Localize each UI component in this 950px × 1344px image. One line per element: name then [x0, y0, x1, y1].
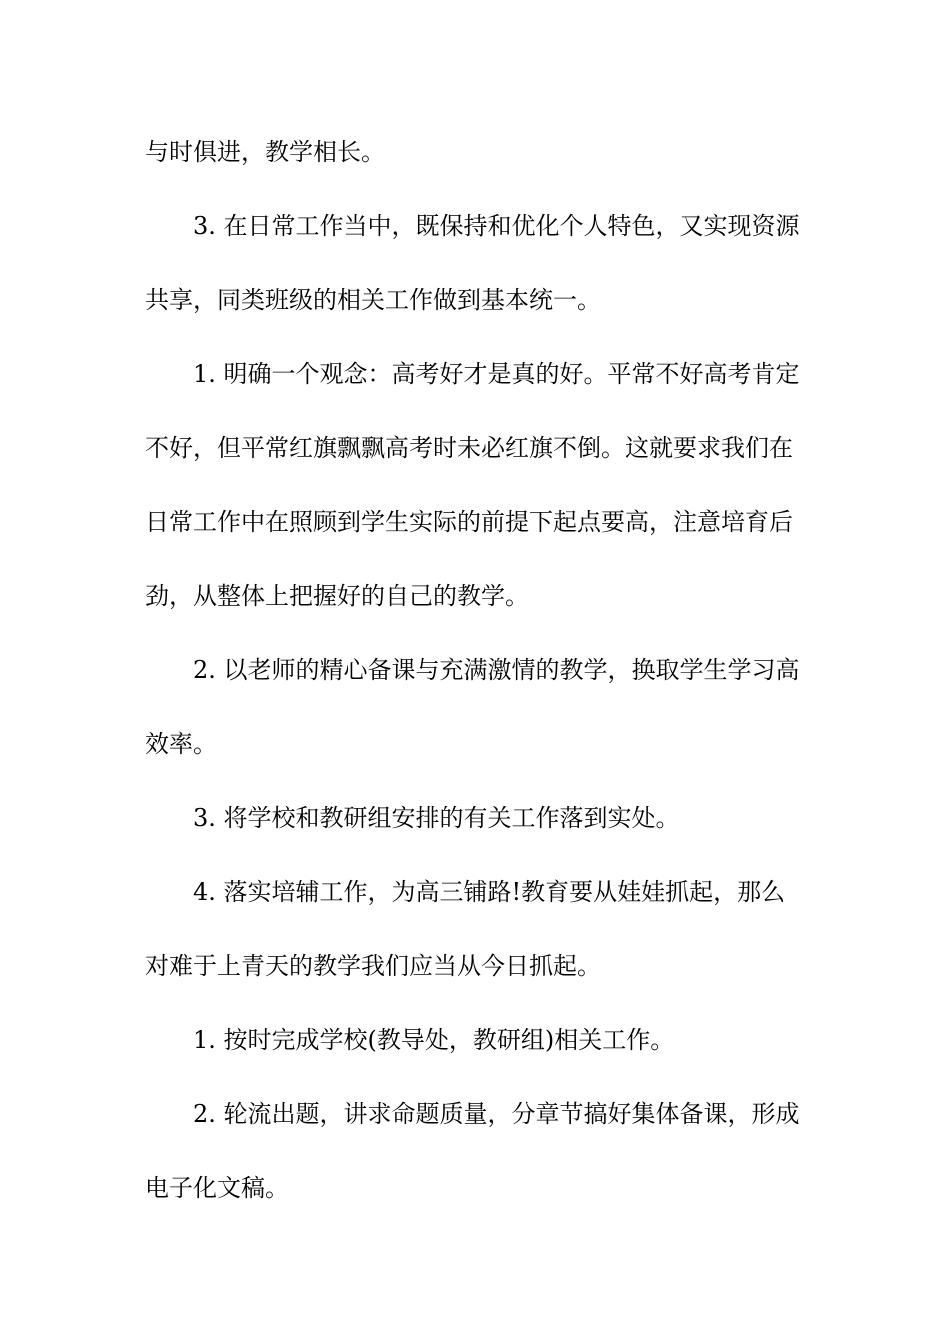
text-line: 不好，但平常红旗飘飘高考时未必红旗不倒。这就要求我们在 [145, 434, 793, 462]
text-line: 1. 明确一个观念：高考好才是真的好。平常不好高考肯定 [193, 360, 800, 388]
text-line: 2. 以老师的精心备课与充满激情的教学，换取学生学习高 [193, 656, 800, 684]
text-line: 劲，从整体上把握好的自己的教学。 [145, 582, 529, 610]
text-line: 3. 在日常工作当中，既保持和优化个人特色，又实现资源 [193, 212, 800, 240]
text-line: 电子化文稿。 [145, 1174, 289, 1202]
text-line: 2. 轮流出题，讲求命题质量，分章节搞好集体备课，形成 [193, 1100, 800, 1128]
text-line: 1. 按时完成学校(教导处，教研组)相关工作。 [193, 1026, 675, 1054]
text-line: 3. 将学校和教研组安排的有关工作落到实处。 [193, 804, 680, 832]
text-line: 与时俱进，教学相长。 [145, 138, 385, 166]
text-line: 对难于上青天的教学我们应当从今日抓起。 [145, 952, 601, 980]
text-line: 效率。 [145, 730, 217, 758]
text-line: 4. 落实培辅工作，为高三铺路!教育要从娃娃抓起，那么 [193, 878, 786, 906]
text-line: 共享，同类班级的相关工作做到基本统一。 [145, 286, 601, 314]
text-line: 日常工作中在照顾到学生实际的前提下起点要高，注意培育后 [145, 508, 793, 536]
document-body [145, 128, 815, 1238]
